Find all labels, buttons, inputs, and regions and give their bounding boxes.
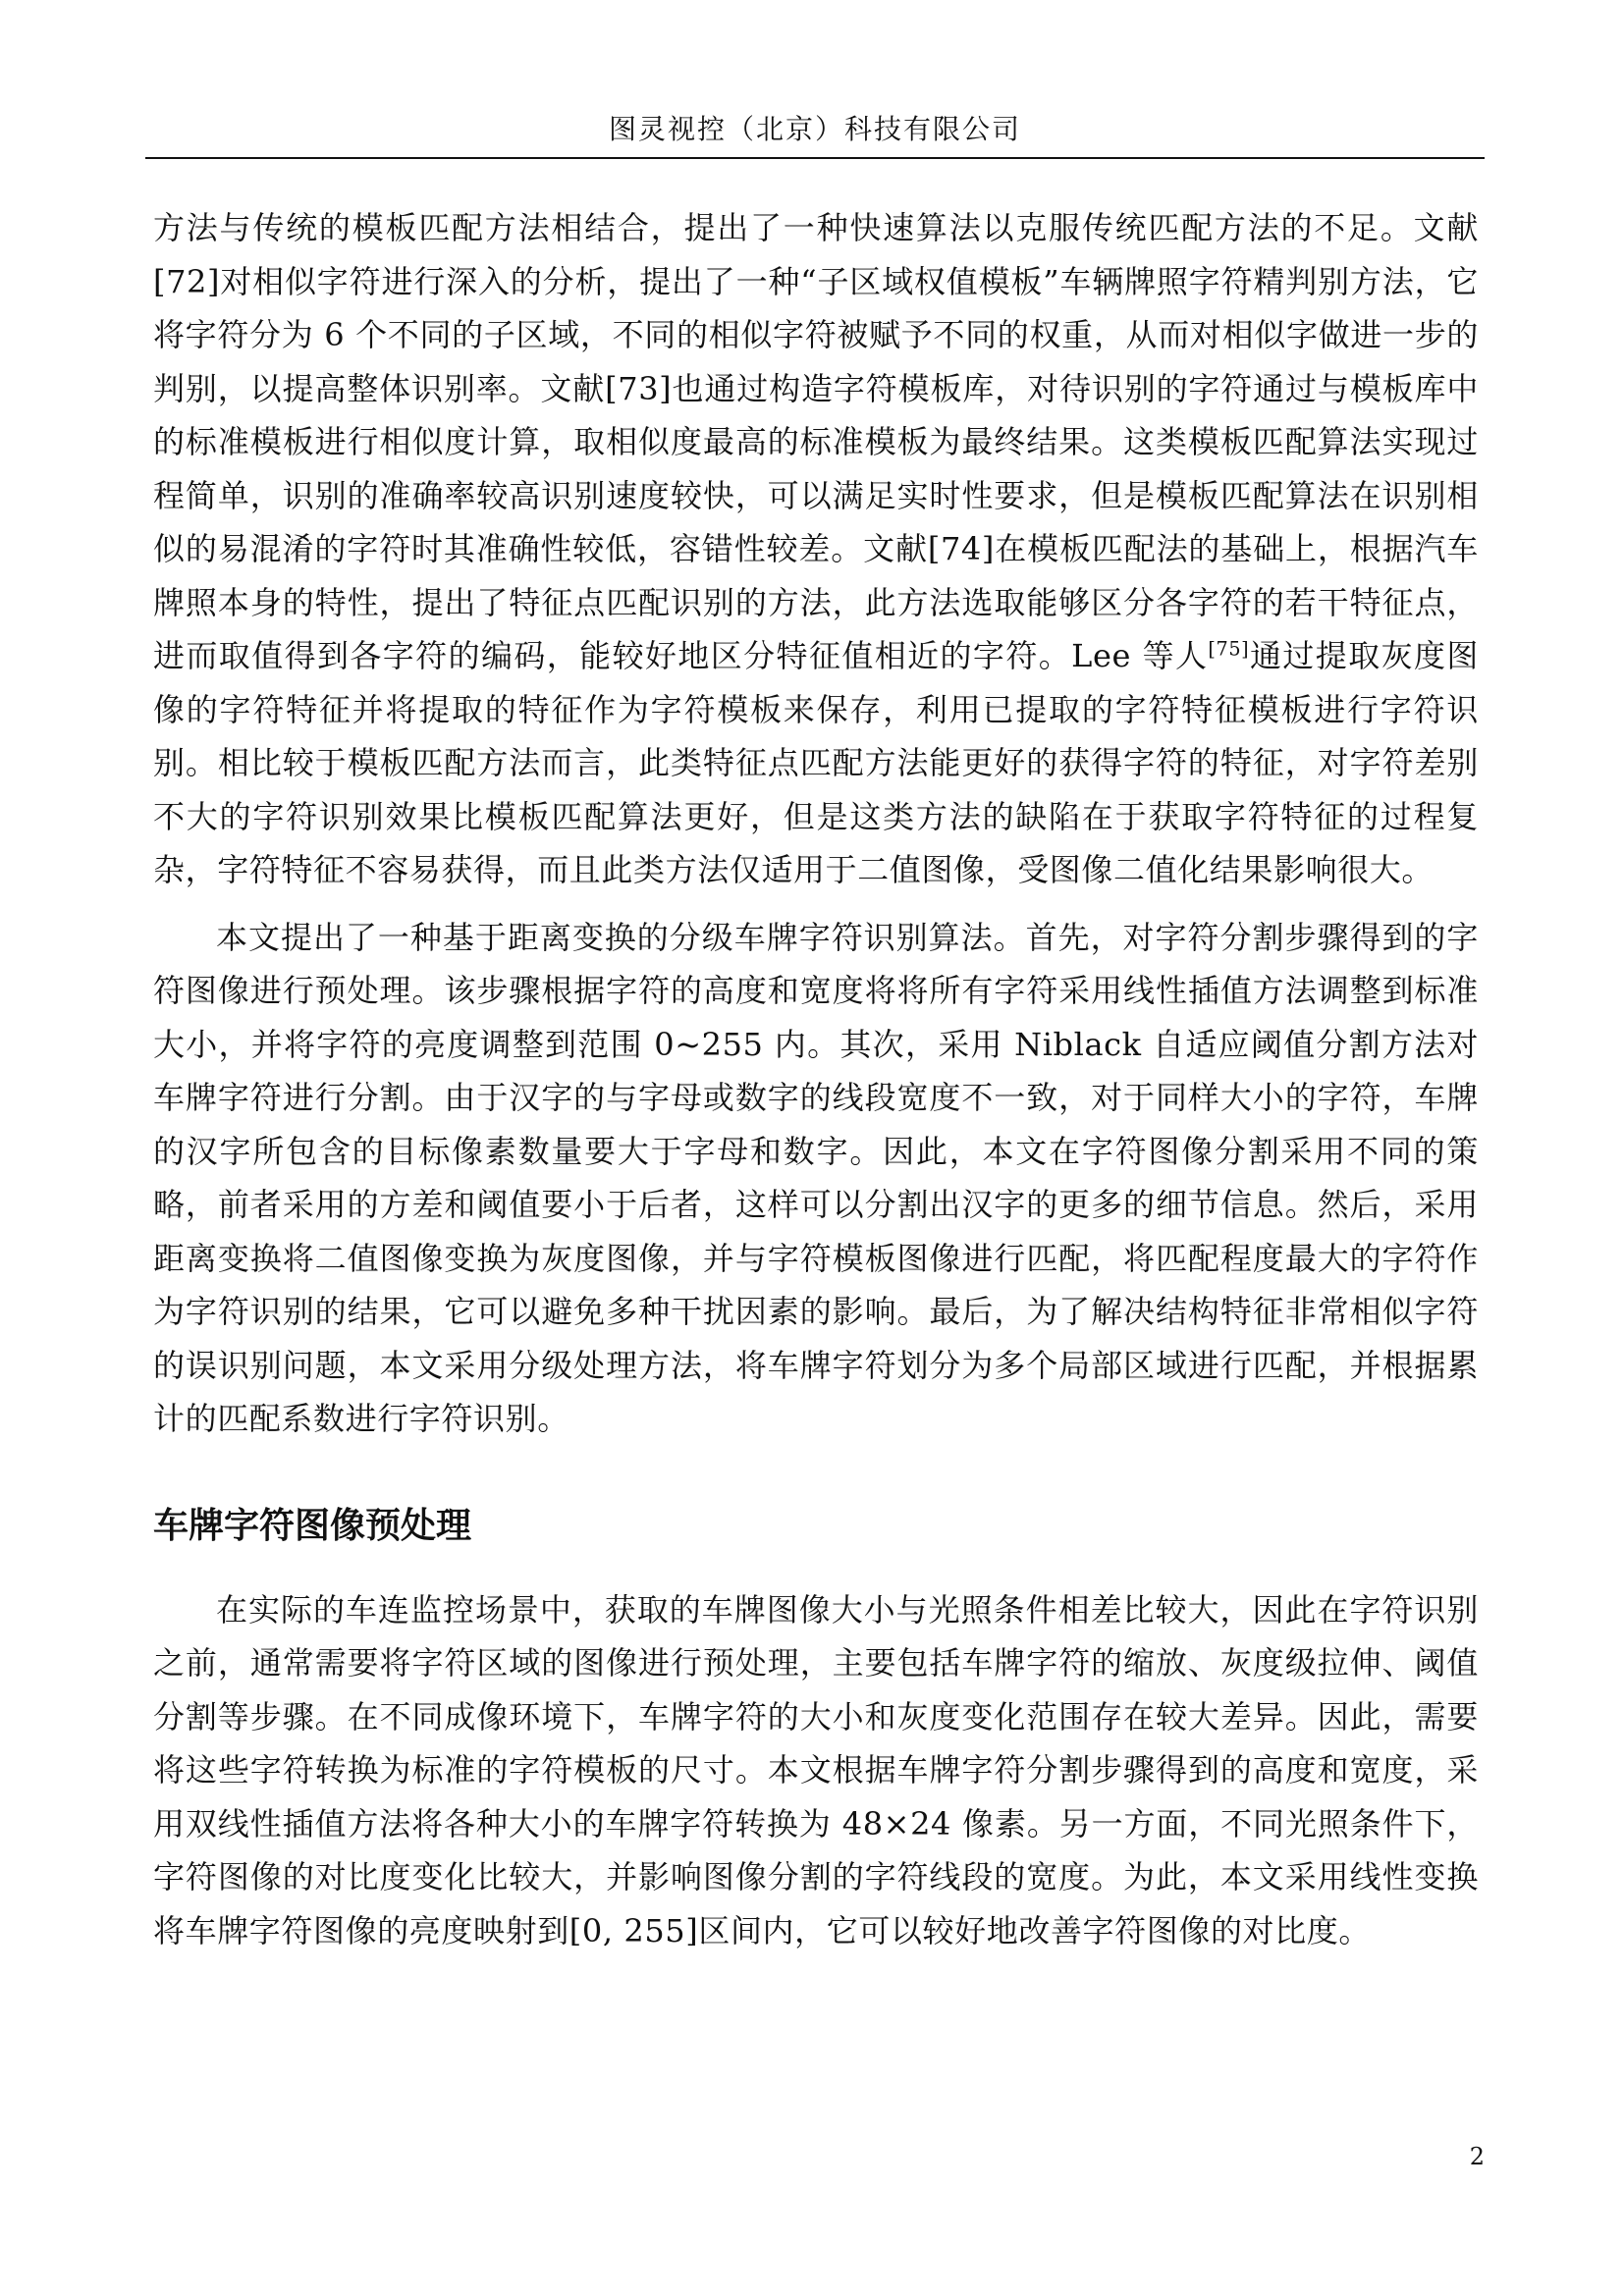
- paragraph-1-text-a: 方法与传统的模板匹配方法相结合，提出了一种快速算法以克服传统匹配方法的不足。文献[72]对相似字符进行深入的分析，提出了一种“子区域权值模板”车辆牌照字符精判别方法，它将字符分为 6 个不同的子区域，不同的相似字符被赋予不同的权重，从而对相似字做进一步的判别，以提高整体识别率。文献[73]也通过构造字符模板库，对待识别的字符通过与模板库中的标准模板进行相似度计算，取相似度最高的标准模板为最终结果。这类模板匹配算法实现过程简单，识别的准确率较高识别速度较快，可以满足实时性要求，但是模板匹配算法在识别相似的易混淆的字符时其准确性较低，容错性较差。文献[74]在模板匹配法的基础上，根据汽车牌照本身的特性，提出了特征点匹配识别的方法，此方法选取能够区分各字符的若干特征点，进而取值得到各字符的编码，能较好地区分特征值相近的字符。Lee 等人: [153, 209, 1479, 674]
- page-number: 2: [1469, 2143, 1485, 2170]
- header-rule: [145, 157, 1485, 159]
- body-text: [153, 201, 1479, 1957]
- citation-75: [75]: [1208, 637, 1250, 661]
- paragraph-1: [153, 201, 1479, 897]
- paragraph-2: 本文提出了一种基于距离变换的分级车牌字符识别算法。首先，对字符分割步骤得到的字符图像进行预处理。该步骤根据字符的高度和宽度将将所有字符采用线性插值方法调整到标准大小，并将字符的亮度调整到范围 0~255 内。其次，采用 Niblack 自适应阈值分割方法对车牌字符进行分割。由于汉字的与字母或数字的线段宽度不一致，对于同样大小的字符，车牌的汉字所包含的目标像素数量要大于字母和数字。因此，本文在字符图像分割采用不同的策略，前者采用的方差和阈值要小于后者，这样可以分割出汉字的更多的细节信息。然后，采用距离变换将二值图像变换为灰度图像，并与字符模板图像进行匹配，将匹配程度最大的字符作为字符识别的结果，它可以避免多种干扰因素的影响。最后，为了解决结构特征非常相似字符的误识别问题，本文采用分级处理方法，将车牌字符划分为多个局部区域进行匹配，并根据累计的匹配系数进行字符识别。: [153, 918, 1479, 1437]
- section-heading: 车牌字符图像预处理: [153, 1505, 472, 1546]
- paragraph-1-text-b: 通过提取灰度图像的字符特征并将提取的特征作为字符模板来保存，利用已提取的字符特征模板进行字符识别。相比较于模板匹配方法而言，此类特征点匹配方法能更好的获得字符的特征，对字符差别不大的字符识别效果比模板匹配算法更好，但是这类方法的缺陷在于获取字符特征的过程复杂，字符特征不容易获得，而且此类方法仅适用于二值图像，受图像二值化结果影响很大。: [153, 637, 1480, 888]
- paragraph-3: 在实际的车连监控场景中，获取的车牌图像大小与光照条件相差比较大，因此在字符识别之前，通常需要将字符区域的图像进行预处理，主要包括车牌字符的缩放、灰度级拉伸、阈值分割等步骤。在不同成像环境下，车牌字符的大小和灰度变化范围存在较大差异。因此，需要将这些字符转换为标准的字符模板的尺寸。本文根据车牌字符分割步骤得到的高度和宽度，采用双线性插值方法将各种大小的车牌字符转换为 48×24 像素。另一方面，不同光照条件下，字符图像的对比度变化比较大，并影响图像分割的字符线段的宽度。为此，本文采用线性变换将车牌字符图像的亮度映射到[0, 255]区间内，它可以较好地改善字符图像的对比度。: [153, 1590, 1479, 1949]
- running-header: 图灵视控（北京）科技有限公司: [608, 113, 1021, 145]
